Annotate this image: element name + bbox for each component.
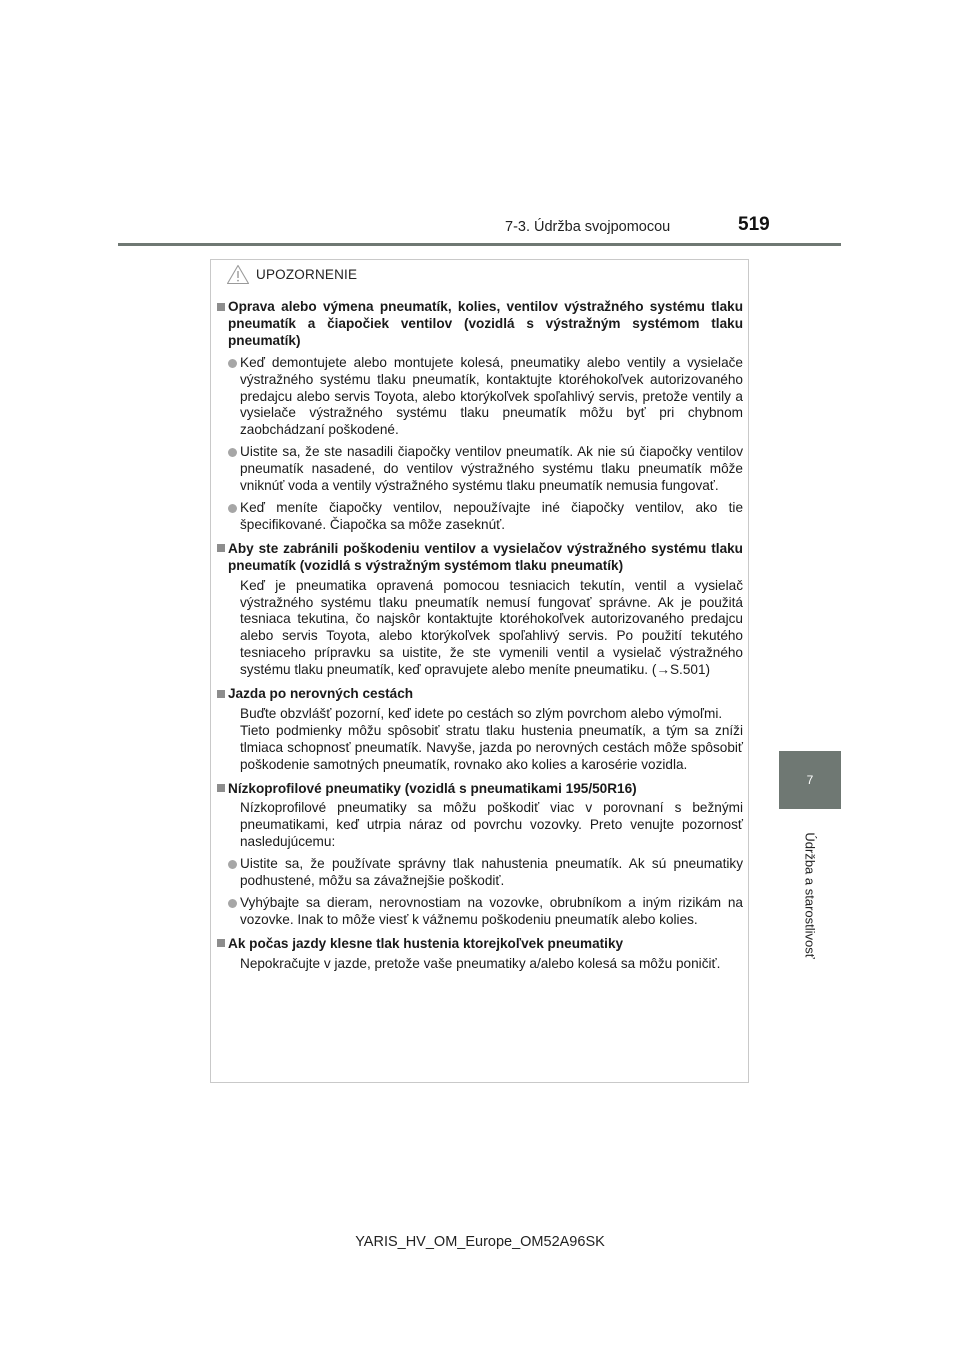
warning-body: [217, 297, 743, 973]
section-heading: Jazda po nerovných cestách: [217, 686, 743, 703]
section-heading: Ak počas jazdy klesne tlak hustenia ktorejkoľvek pneumatiky: [217, 936, 743, 953]
paragraph: Buďte obzvlášť pozorní, keď idete po cestách so zlým povrchom alebo výmoľmi.: [240, 705, 723, 721]
square-marker-icon: [217, 784, 225, 792]
warning-title: UPOZORNENIE: [256, 266, 358, 282]
warning-box: [210, 259, 749, 1083]
section-heading: Nízkoprofilové pneumatiky (vozidlá s pneumatikami 195/50R16): [217, 781, 743, 798]
bullet-dot-icon: [228, 359, 237, 368]
warning-header: [226, 263, 357, 285]
bullet-dot-icon: [228, 860, 237, 869]
bullet-dot-icon: [228, 504, 237, 513]
square-marker-icon: [217, 544, 225, 552]
chapter-label-text: Údržba a starostlivosť: [802, 831, 818, 959]
chapter-tab[interactable]: [779, 751, 841, 809]
paragraph: Nepokračujte v jazde, pretože vaše pneumatiky a/alebo kolesá sa môžu poničiť.: [240, 955, 721, 971]
bullet-item: Keď demontujete alebo montujete kolesá, pneumatiky alebo ventily a vysielače výstražného systému tlaku pneumatík, kontaktujte ktoréhokoľvek autorizovaného predajcu alebo servis Toyota, alebo ktorýkoľvek spoľahlivý servis, pretože ventily a vysielače výstražného systému tlaku pneumatík môžu byť pri chybnom zaobchádzaní poškodené.: [217, 355, 743, 440]
bullet-item: Uistite sa, že používate správny tlak nahustenia pneumatík. Ak sú pneumatiky podhustené, môžu sa závažnejšie poškodiť.: [217, 856, 743, 890]
paragraph: Nízkoprofilové pneumatiky sa môžu poškodiť viac v porovnaní s bežnými pneumatikami, keď utrpia náraz od povrchu vozovky. Preto venujte pozornosť nasledujúcemu:: [240, 800, 743, 850]
square-marker-icon: [217, 690, 225, 698]
bullet-item: Keď meníte čiapočky ventilov, nepoužívajte iné čiapočky ventilov, ako tie špecifikované. Čiapočka sa môže zaseknúť.: [217, 500, 743, 534]
paragraph: Tieto podmienky môžu spôsobiť stratu tlaku hustenia pneumatík, a tým sa zníži tlmiaca schopnosť pneumatík. Navyše, jazda po nerovných cestách môže spôsobiť poškodenie samotných pneumatík, rovnako ako kolies a karosérie vozidla.: [240, 722, 743, 772]
warning-triangle-icon: [226, 264, 250, 285]
bullet-item: Uistite sa, že ste nasadili čiapočky ventilov pneumatík. Ak nie sú čiapočky ventilov pneumatík nasadené, do ventilov výstražného systému tlaku pneumatík môže vniknúť voda a ventily výstražného systému tlaku pneumatík nemusia fungovať.: [217, 444, 743, 495]
square-marker-icon: [217, 939, 225, 947]
square-marker-icon: [217, 303, 225, 311]
chapter-number: 7: [806, 773, 814, 787]
section-heading: Aby ste zabránili poškodeniu ventilov a vysielačov výstražného systému tlaku pneumatík (vozidlá s výstražným systémom tlaku pneumatík): [217, 541, 743, 575]
section-title: 7-3. Údržba svojpomocou: [505, 219, 671, 235]
header-divider: [118, 243, 841, 246]
chapter-label: [779, 815, 841, 975]
bullet-dot-icon: [228, 448, 237, 457]
paragraph: Keď je pneumatika opravená pomocou tesniacich tekutín, ventil a vysielač výstražného systému tlaku pneumatík nemusí fungovať správne. Ak je použitá tesniaca tekutina, čo najskôr kontaktujte ktoréhokoľvek autorizovaného predajcu alebo servis Toyota, alebo ktorýkoľvek spoľahlivý servis. Po použití tekutého tesniaceho prípravku sa uistite, že ste vymenili ventil a vysielač výstražného systému tlaku pneumatík, keď opravujete alebo meníte pneumatiku. (→S.501): [240, 577, 743, 678]
bullet-dot-icon: [228, 899, 237, 908]
page-number: 519: [738, 214, 770, 235]
section-heading: Oprava alebo výmena pneumatík, kolies, ventilov výstražného systému tlaku pneumatík a čiapočiek ventilov (vozidlá s výstražným systémom tlaku pneumatík): [217, 299, 743, 350]
bullet-item: Vyhýbajte sa dieram, nerovnostiam na vozovke, obrubníkom a iným rizikám na vozovke. Inak to môže viesť k vážnemu poškodeniu pneumatík alebo kolies.: [217, 895, 743, 929]
document-code: YARIS_HV_OM_Europe_OM52A96SK: [355, 1234, 605, 1250]
